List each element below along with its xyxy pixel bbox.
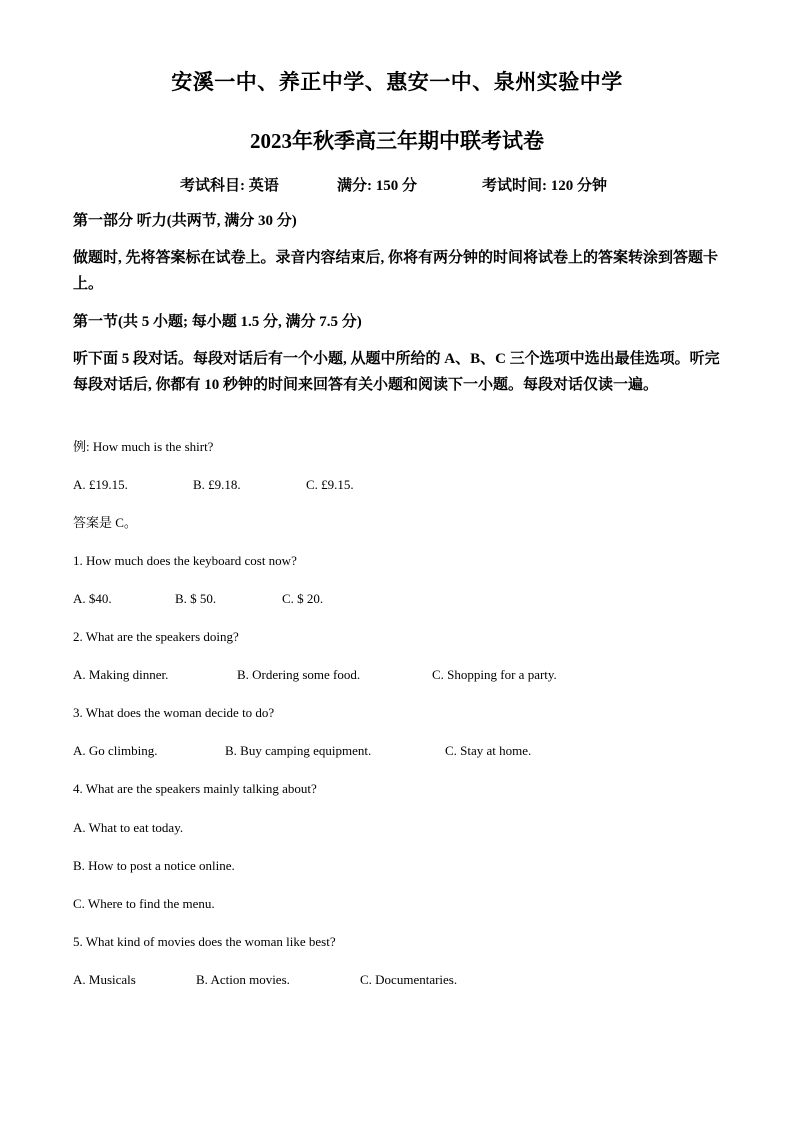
question-3: 3. What does the woman decide to do? [73, 705, 275, 720]
q2-option-b: B. Ordering some food. [237, 667, 361, 682]
example-option-a: A. £19.15. [73, 477, 128, 492]
q1-option-a: A. $40. [73, 591, 112, 606]
q4-option-b: B. How to post a notice online. [73, 858, 235, 873]
question-1: 1. How much does the keyboard cost now? [73, 553, 297, 568]
example-answer: 答案是 C。 [73, 515, 137, 530]
exam-time: 考试时间: 120 分钟 [482, 178, 607, 194]
q4-option-c: C. Where to find the menu. [73, 896, 215, 911]
exam-full-score: 满分: 150 分 [337, 178, 417, 194]
q3-option-b: B. Buy camping equipment. [225, 743, 372, 758]
question-2: 2. What are the speakers doing? [73, 629, 239, 644]
q2-option-a: A. Making dinner. [73, 667, 169, 682]
section1-instruction: 听下面 5 段对话。每段对话后有一个小题, 从题中所给的 A、B、C 三个选项中选出最佳选项。听完每段对话后, 你都有 10 秒钟的时间来回答有关小题和阅读下一小题。每段对话仅读一遍。 [73, 351, 720, 393]
exam-title: 2023年秋季高三年期中联考试卷 [250, 129, 544, 153]
q1-option-c: C. $ 20. [282, 591, 324, 606]
part1-heading: 第一部分 听力(共两节, 满分 30 分) [73, 213, 297, 229]
question-4: 4. What are the speakers mainly talking about? [73, 781, 317, 796]
part1-instruction: 做题时, 先将答案标在试卷上。录音内容结束后, 你将有两分钟的时间将试卷上的答案转涂到答题卡上。 [73, 250, 719, 292]
q1-option-b: B. $ 50. [175, 591, 217, 606]
example-question: 例: How much is the shirt? [73, 439, 214, 454]
example-option-b: B. £9.18. [193, 477, 241, 492]
q2-option-c: C. Shopping for a party. [432, 667, 557, 682]
example-option-c: C. £9.15. [306, 477, 354, 492]
question-5: 5. What kind of movies does the woman like best? [73, 934, 336, 949]
q5-option-c: C. Documentaries. [360, 972, 458, 987]
q4-option-a: A. What to eat today. [73, 820, 184, 835]
school-names-title: 安溪一中、养正中学、惠安一中、泉州实验中学 [171, 70, 623, 94]
q3-option-c: C. Stay at home. [445, 743, 532, 758]
section1-heading: 第一节(共 5 小题; 每小题 1.5 分, 满分 7.5 分) [73, 314, 362, 330]
q5-option-b: B. Action movies. [196, 972, 290, 987]
q5-option-a: A. Musicals [73, 972, 136, 987]
exam-subject: 考试科目: 英语 [180, 178, 279, 194]
q3-option-a: A. Go climbing. [73, 743, 158, 758]
